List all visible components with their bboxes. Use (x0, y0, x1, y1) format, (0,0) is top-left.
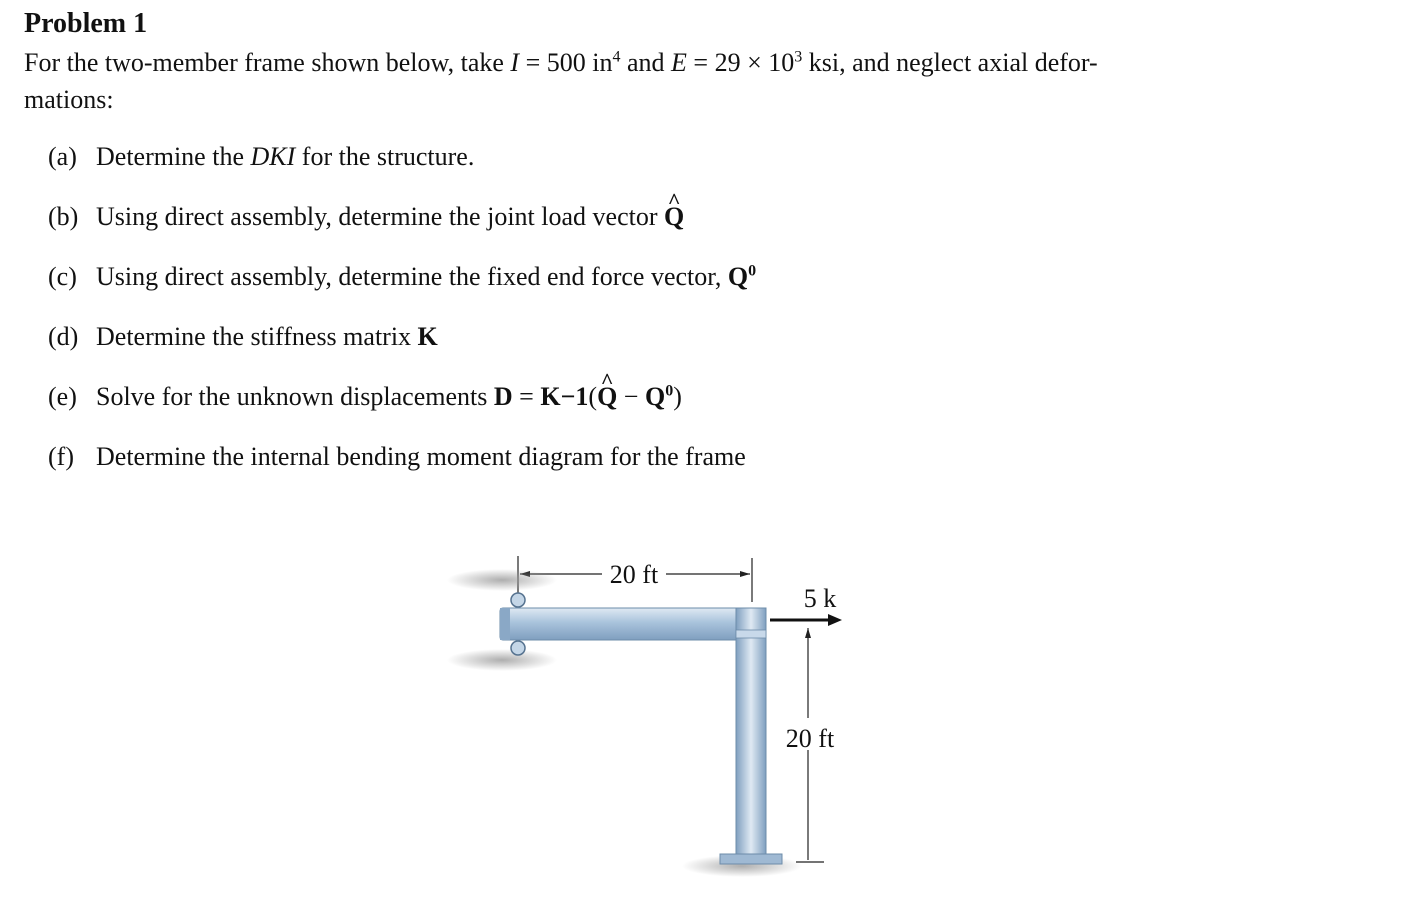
intro-text-4: mations: (24, 85, 114, 114)
part-b-label: (b) (48, 202, 79, 231)
fixed-end-force-symbol: Q (727, 262, 749, 291)
modulus-exponent: 3 (794, 48, 803, 66)
equals-sign: = (512, 382, 541, 411)
beam-end-plate (500, 608, 510, 640)
horizontal-load (770, 584, 842, 626)
load-arrow-head-icon (828, 614, 842, 626)
joint-stiffener (736, 630, 766, 638)
beam-span-label: 20 ft (609, 560, 659, 589)
moment-of-inertia-symbol: I (510, 48, 520, 77)
fixed-end-symbol: Q (644, 382, 666, 411)
problem-title: Problem 1 (24, 8, 148, 39)
intro-text-3: ksi, and neglect axial defor- (802, 48, 1098, 77)
part-d-text: Determine the stiffness matrix (96, 322, 418, 351)
part-e-label: (e) (48, 382, 77, 411)
intro-text-2: and (620, 48, 672, 77)
vertical-column (736, 608, 766, 862)
part-f (48, 440, 756, 500)
dki-term: DKI (250, 142, 296, 171)
minus-sign: − (617, 382, 645, 411)
frame-figure (440, 540, 880, 910)
part-c-text: Using direct assembly, determine the fixed end force vector, (96, 262, 728, 291)
part-a-label: (a) (48, 142, 77, 171)
joint-load-vector-symbol: ^ Q (664, 200, 684, 234)
modulus-symbol: E (671, 48, 687, 77)
part-b-text: Using direct assembly, determine the joint load vector (96, 202, 664, 231)
fixed-end-superscript: 0 (665, 382, 674, 400)
part-c (48, 260, 756, 320)
column-height-dimension (786, 628, 835, 862)
column-base-plate (720, 854, 782, 864)
displacement-symbol: D (493, 382, 513, 411)
span-arrow-right (740, 571, 750, 577)
problem-statement (24, 44, 1384, 118)
lower-roller-icon (511, 641, 525, 655)
upper-roller-icon (511, 593, 525, 607)
lower-support-surface (447, 649, 557, 671)
joint-load-symbol: ^ Q (597, 380, 617, 414)
part-c-label: (c) (48, 262, 77, 291)
close-paren: ) (673, 382, 682, 411)
stiffness-matrix-symbol: K (417, 322, 438, 351)
open-paren: ( (588, 382, 598, 411)
part-e (48, 380, 756, 440)
part-d-label: (d) (48, 322, 79, 351)
horizontal-beam (500, 608, 766, 640)
intro-inertia-value: = 500 in (519, 48, 613, 77)
inertia-exponent: 4 (612, 48, 621, 66)
part-f-label: (f) (48, 442, 74, 471)
part-e-text: Solve for the unknown displacements (96, 382, 494, 411)
intro-modulus-value: = 29 × 10 (686, 48, 795, 77)
problem-parts-list (48, 140, 756, 500)
column-height-label: 20 ft (785, 724, 835, 753)
part-f-text: Determine the internal bending moment diagram for the frame (96, 442, 746, 471)
part-a-text: Determine the (96, 142, 251, 171)
part-a (48, 140, 756, 200)
part-a-rest: for the structure. (295, 142, 475, 171)
part-b (48, 200, 756, 260)
load-label: 5 k (803, 584, 837, 613)
upper-support-surface (447, 569, 557, 591)
fixed-end-force-superscript: 0 (748, 262, 757, 280)
inverse-exponent: −1 (560, 382, 589, 411)
part-d (48, 320, 756, 380)
stiffness-symbol: K (540, 382, 561, 411)
height-arrow-top (805, 628, 811, 638)
intro-text-1: For the two-member frame shown below, take (24, 48, 511, 77)
